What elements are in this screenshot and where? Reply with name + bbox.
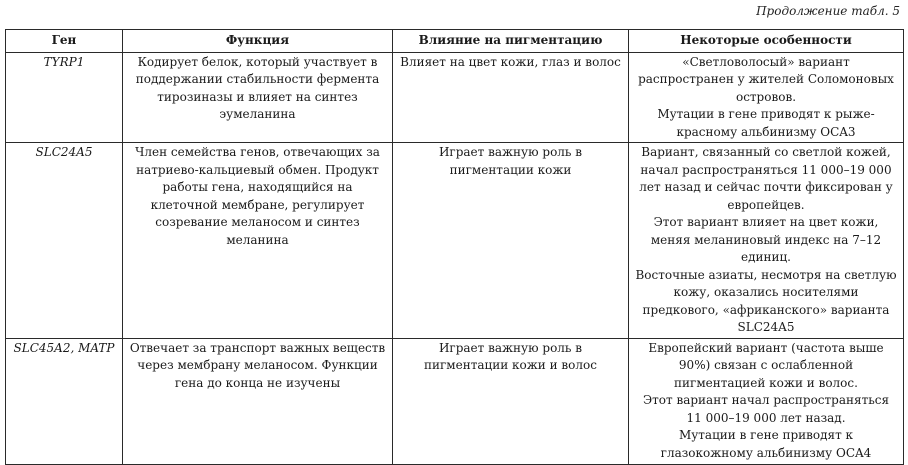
feature-line: Восточные азиаты, несмотря на светлую кожу, оказались носителями предкового, «африканского» варианта SLC24A5 (635, 267, 897, 334)
table-header-row (6, 30, 904, 53)
table-row (6, 338, 904, 464)
features-cell (629, 143, 904, 339)
gene-cell: SLC24A5 (6, 143, 123, 339)
function-cell: Отвечает за транспорт важных веществ через мембрану меланосом. Функции гена до конца не изучены (123, 338, 393, 464)
header-function: Функция (123, 30, 393, 53)
features-cell (629, 52, 904, 143)
features-cell (629, 338, 904, 464)
feature-line: Этот вариант влияет на цвет кожи, меняя меланиновый индекс на 7–12 единиц. (650, 215, 882, 264)
table-row (6, 143, 904, 339)
function-cell: Кодирует белок, который участвует в поддержании стабильности фермента тирозиназы и влияет на синтез эумеланина (123, 52, 393, 143)
gene-cell: TYRP1 (6, 52, 123, 143)
header-gene: Ген (6, 30, 123, 53)
table-caption: Продолжение табл. 5 (756, 4, 900, 18)
feature-line: Европейский вариант (частота выше 90%) связан с ослабленной пигментацией кожи и волос. (648, 340, 884, 390)
feature-line: Мутации в гене приводят к глазокожному альбинизму OCA4 (660, 428, 872, 460)
header-features: Некоторые особенности (629, 30, 904, 53)
pigmentation-cell: Играет важную роль в пигментации кожи (393, 143, 629, 339)
feature-line: «Светловолосый» вариант распространен у жителей Соломоновых островов. (638, 54, 894, 104)
header-pigmentation: Влияние на пигментацию (393, 30, 629, 53)
function-cell: Член семейства генов, отвечающих за натриево-кальциевый обмен. Продукт работы гена, находящийся на клеточной мембране, регулирует созревание меланосом и синтез меланина (123, 143, 393, 339)
feature-line: Мутации в гене приводят к рыже-красному альбинизму OCA3 (657, 107, 875, 139)
feature-line: Этот вариант начал распространяться 11 000–19 000 лет назад. (642, 393, 890, 425)
gene-cell: SLC45A2, MATP (6, 338, 123, 464)
pigmentation-cell: Влияет на цвет кожи, глаз и волос (393, 52, 629, 143)
feature-line: Вариант, связанный со светлой кожей, начал распространяться 11 000–19 000 лет назад и сейчас почти фиксирован у европейцев. (639, 145, 893, 212)
genes-table (5, 29, 904, 465)
table-row (6, 52, 904, 143)
pigmentation-cell: Играет важную роль в пигментации кожи и волос (393, 338, 629, 464)
